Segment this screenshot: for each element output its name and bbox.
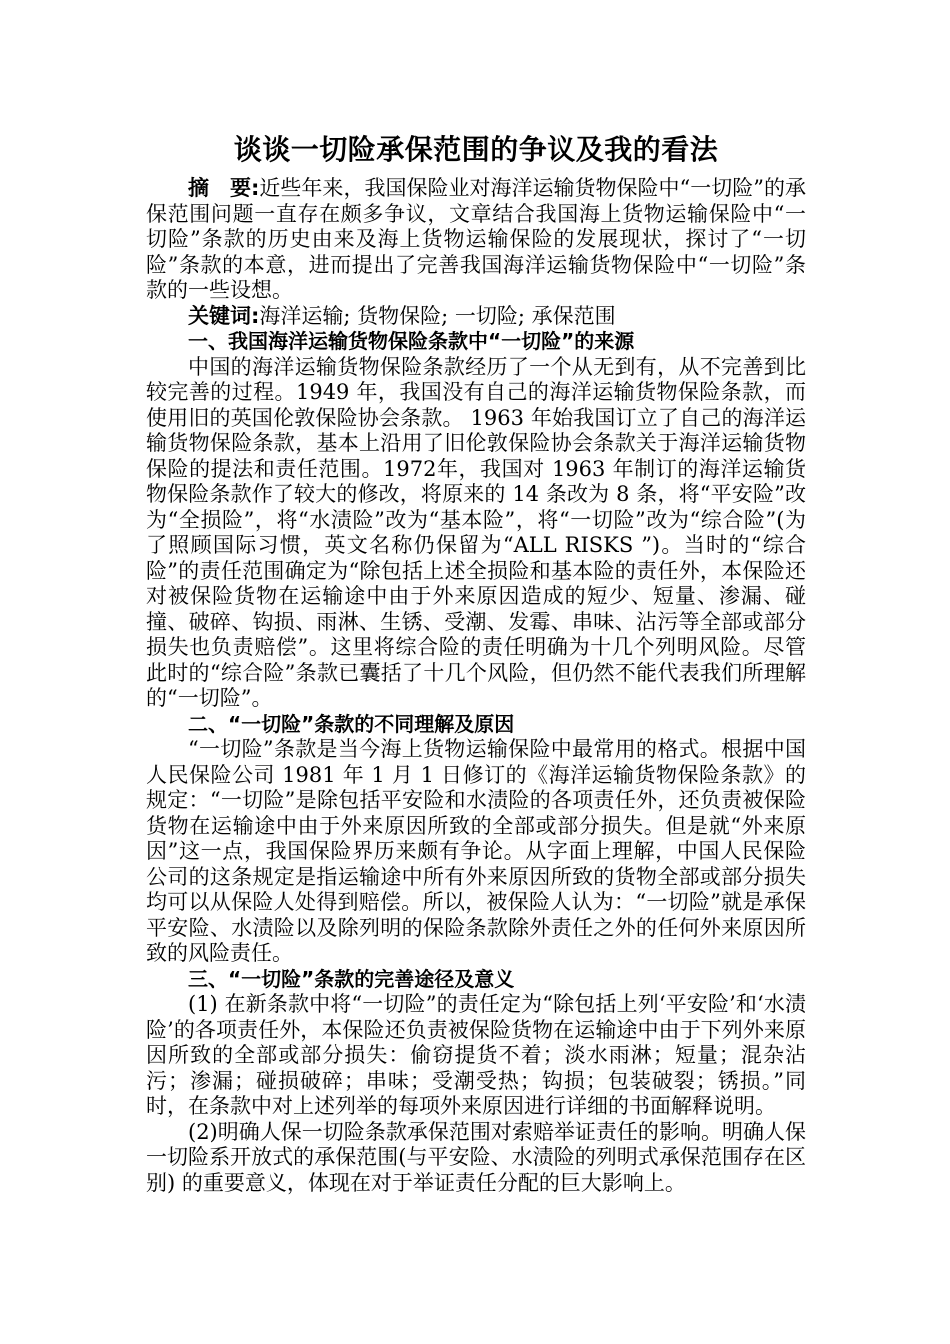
section-2-paragraph-1: “一切险”条款是当今海上货物运输保险中最常用的格式。根据中国人民保险公司 1981 年 1 月 1 日修订的《海洋运输货物保险条款》的规定：“一切险”是除包括平安险和水渍险的各项责任外，还负责被保险货物在运输途中由于外来原因所致的全部或部分损失。但是就“外来原因”这一点，我国保险界历来颇有争论。从字面上理解，中国人民保险公司的这条规定是指运输途中所有外来原因所致的货物全部或部分损失均可以从保险人处得到赔偿。所以，被保险人认为：“一切险”就是承保平安险、水渍险以及除列明的保险条款除外责任之外的任何外来原因所致的风险责任。	[146, 737, 806, 965]
section-2-heading: 二、“一切险”条款的不同理解及原因	[188, 711, 515, 736]
document-title: 谈谈一切险承保范围的争议及我的看法	[233, 133, 719, 166]
document-page	[146, 130, 806, 1196]
section-3-paragraph-1: (1) 在新条款中将“一切险”的责任定为“除包括上列‘平安险’和‘水渍险’的各项责任外，本保险还负责被保险货物在运输途中由于下列外来原因所致的全部或部分损失：偷窃提货不着；淡水雨淋；短量；混杂沾污；渗漏；碰损破碎；串味；受潮受热；钩损；包装破裂；锈损。”同时，在条款中对上述列举的每项外来原因进行详细的书面解释说明。	[146, 992, 806, 1118]
abstract-text: 近些年来，我国保险业对海洋运输货物保险中“一切险”的承保范围问题一直存在颇多争议，文章结合我国海上货物运输保险中“一切险”条款的历史由来及海上货物运输保险的发展现状，探讨了“一切险”条款的本意，进而提出了完善我国海洋运输货物保险中“一切险”条款的一些设想。	[146, 176, 806, 302]
section-3-heading: 三、“一切险”条款的完善途径及意义	[188, 966, 515, 991]
section-1-paragraph-1: 中国的海洋运输货物保险条款经历了一个从无到有，从不完善到比较完善的过程。1949 年，我国没有自己的海洋运输货物保险条款，而使用旧的英国伦敦保险协会条款。 1963 年始我国订立了自己的海洋运输货物保险条款，基本上沿用了旧伦敦保险协会条款关于海洋运输货物保险的提法和责任范围。1972年，我国对 1963 年制订的海洋运输货物保险条款作了较大的修改，将原来的 14 条改为 8 条，将“平安险”改为“全损险”，将“水渍险”改为“基本险”，将“一切险”改为“综合险”(为了照顾国际习惯，英文名称仍保留为“ALL RISKS ”)。当时的“综合险”的责任范围确定为“除包括上述全损险和基本险的责任外，本保险还对被保险货物在运输途中由于外来原因造成的短少、短量、渗漏、碰撞、破碎、钩损、雨淋、生锈、受潮、发霉、串味、沾污等全部或部分损失也负责赔偿”。这里将综合险的责任明确为十几个列明风险。尽管此时的“综合险”条款已囊括了十几个风险，但仍然不能代表我们所理解的“一切险”。	[146, 354, 806, 710]
abstract-paragraph	[146, 176, 806, 304]
keywords-label: 关键词:	[188, 303, 260, 328]
section-1-heading: 一、我国海洋运输货物保险条款中“一切险”的来源	[188, 329, 635, 353]
keywords-text: 海洋运输; 货物保险; 一切险; 承保范围	[259, 303, 616, 328]
abstract-label: 摘 要:	[188, 176, 260, 200]
section-3-paragraph-2: (2)明确人保一切险条款承保范围对索赔举证责任的影响。明确人保一切险系开放式的承保范围(与平安险、水渍险的列明式承保范围存在区别) 的重要意义，体现在对于举证责任分配的巨大影响上。	[146, 1119, 806, 1195]
keywords-paragraph	[146, 304, 806, 330]
